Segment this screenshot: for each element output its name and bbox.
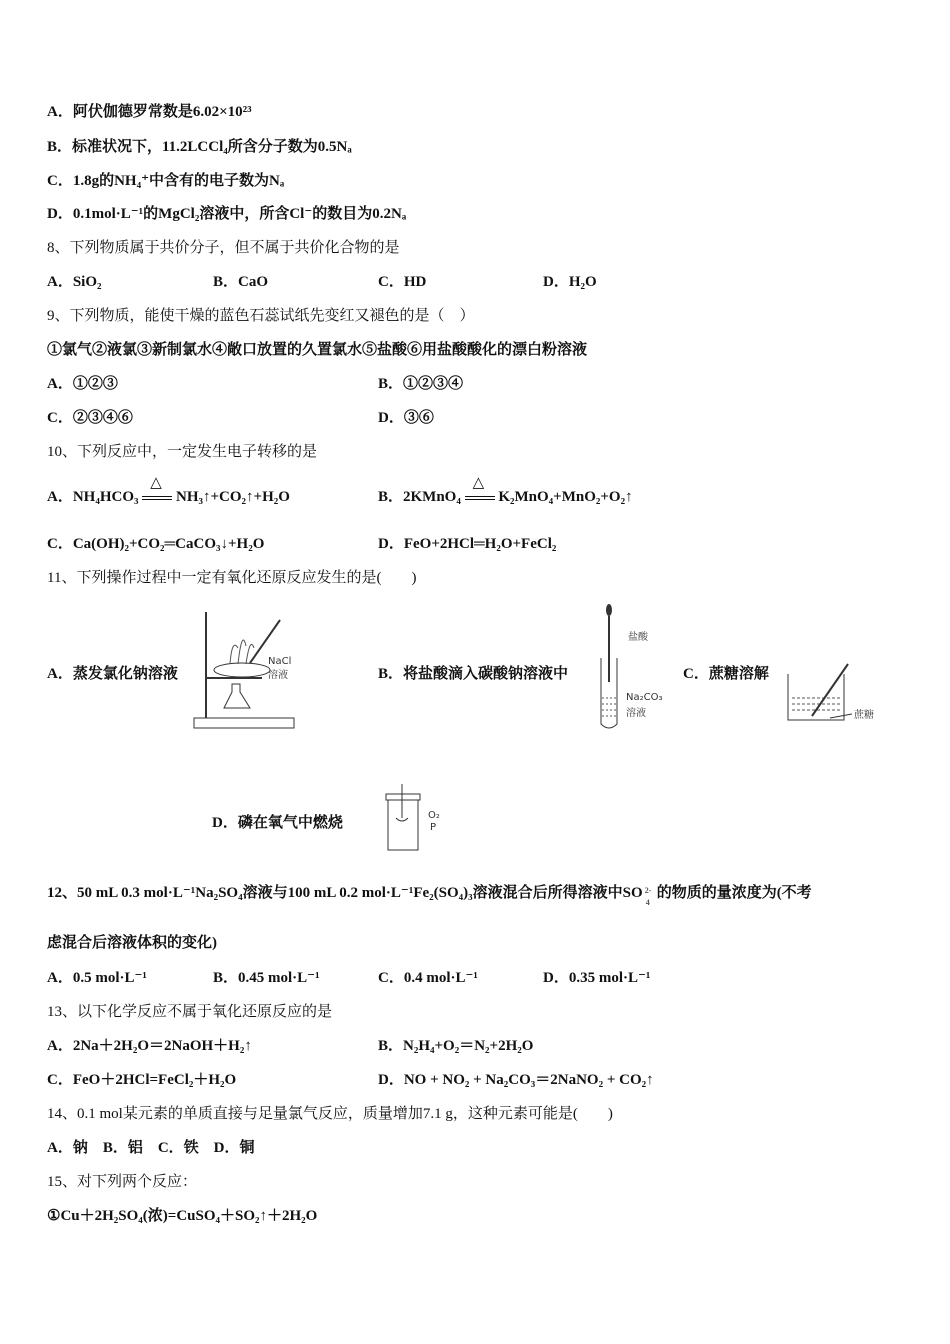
q10-b-product: K₂MnO₄+MnO₂+O₂↑ <box>498 489 633 505</box>
q9-option-b: B．①②③④ <box>378 376 464 392</box>
q9-list: ①氯气②液氯③新制氯水④敞口放置的久置氯水⑤盐酸⑥用盐酸酸化的漂白粉溶液 <box>47 342 588 358</box>
na2co3-label: Na₂CO₃ <box>626 692 663 703</box>
q9-option-c: C．②③④⑥ <box>47 410 133 426</box>
q8-option-b: B．CaO <box>213 274 269 290</box>
q10-option-c: C．Ca(OH)₂+CO₂═CaCO₃↓+H₂O <box>47 536 265 552</box>
q12-option-b: B．0.45 mol·L⁻¹ <box>213 970 320 986</box>
evaporation-apparatus-figure <box>192 608 304 732</box>
beaker-figure <box>782 660 882 730</box>
solution-label: 溶液 <box>626 708 646 719</box>
q8-option-a: A．SiO₂ <box>47 274 102 290</box>
dropper-test-tube-figure <box>598 602 672 732</box>
q10-b-reactant: B．2KMnO₄ <box>378 489 461 505</box>
q14-options: A．钠 B．铝 C．铁 D．铜 <box>47 1140 255 1156</box>
delta-icon: △ <box>150 474 162 491</box>
q12-stem-end: 的物质的量浓度为(不考 <box>656 885 812 901</box>
q8-stem: 8、下列物质属于共价分子，但不属于共价化合物的是 <box>47 240 400 256</box>
nacl-label: NaCl <box>268 656 292 667</box>
q10-option-d: D．FeO+2HCl═H₂O+FeCl₂ <box>378 536 557 552</box>
p-label: P <box>430 822 437 833</box>
q10-a-product: NH₃↑+CO₂↑+H₂O <box>176 489 290 505</box>
hcl-label: 盐酸 <box>628 632 648 643</box>
q15-stem: 15、对下列两个反应： <box>47 1174 198 1190</box>
q7-option-b: B．标准状况下，11.2LCCl₄所含分子数为0.5Nₐ <box>47 139 352 155</box>
o2-label: O₂ <box>428 810 440 821</box>
q9-option-a: A．①②③ <box>47 376 118 392</box>
q13-option-c: C．FeO＋2HCl=FeCl₂＋H₂O <box>47 1072 237 1088</box>
q12-option-a: A．0.5 mol·L⁻¹ <box>47 970 147 986</box>
q12-option-d: D．0.35 mol·L⁻¹ <box>543 970 651 986</box>
q13-stem: 13、以下化学反应不属于氧化还原反应的是 <box>47 1004 333 1020</box>
q10-a-reactant: A．NH₄HCO₃ <box>47 489 139 505</box>
gas-jar-figure <box>382 782 452 854</box>
q14-stem: 14、0.1 mol某元素的单质直接与足量氯气反应，质量增加7.1 g，这种元素可能是( ) <box>47 1106 613 1122</box>
ion-subscript: 4 <box>645 898 650 907</box>
q9-option-d: D．③⑥ <box>378 410 434 426</box>
q11-option-d: D．磷在氧气中燃烧 <box>212 815 343 831</box>
q10-option-a <box>47 474 290 507</box>
q8-option-c: C．HD <box>378 274 427 290</box>
q12-option-c: C．0.4 mol·L⁻¹ <box>378 970 478 986</box>
q13-option-b: B．N₂H₄+O₂＝N₂+2H₂O <box>378 1038 534 1054</box>
heating-equals-sign <box>465 474 495 500</box>
q11-option-c: C．蔗糖溶解 <box>683 666 769 682</box>
q13-option-a: A．2Na＋2H₂O＝2NaOH＋H₂↑ <box>47 1038 252 1054</box>
q9-stem: 9、下列物质，能使干燥的蓝色石蕊试纸先变红又褪色的是（ ） <box>47 308 475 324</box>
q7-option-a: A．阿伏伽德罗常数是6.02×10²³ <box>47 104 252 120</box>
q12-stem <box>47 883 812 907</box>
q11-stem: 11、下列操作过程中一定有氧化还原反应发生的是( ) <box>47 570 417 586</box>
q12-stem-continued: 虑混合后溶液体积的变化) <box>47 935 217 951</box>
delta-icon: △ <box>472 474 485 491</box>
solution-label: 溶液 <box>268 670 288 681</box>
q10-option-b <box>378 474 633 507</box>
q7-option-d: D．0.1mol·L⁻¹的MgCl₂溶液中，所含Cl⁻的数目为0.2Nₐ <box>47 206 407 222</box>
q12-stem-main: 12、50 mL 0.3 mol·L⁻¹Na₂SO₄溶液与100 mL 0.2 mol·L⁻¹Fe₂(SO₄)₃溶液混合后所得溶液中SO <box>47 885 643 901</box>
q11-option-b: B．将盐酸滴入碳酸钠溶液中 <box>378 666 569 682</box>
q13-option-d: D．NO + NO₂ + Na₂CO₃＝2NaNO₂ + CO₂↑ <box>378 1072 654 1088</box>
q8-option-d: D．H₂O <box>543 274 597 290</box>
heating-equals-sign <box>142 474 172 500</box>
q11-option-a: A．蒸发氯化钠溶液 <box>47 666 178 682</box>
q15-reaction-1: ①Cu＋2H₂SO₄(浓)=CuSO₄＋SO₂↑＋2H₂O <box>47 1208 318 1224</box>
q10-stem: 10、下列反应中，一定发生电子转移的是 <box>47 444 318 460</box>
q7-option-c: C．1.8g的NH₄⁺中含有的电子数为Nₐ <box>47 173 285 189</box>
sucrose-label: 蔗糖 <box>854 710 874 721</box>
ion-superscript: 2- <box>644 886 652 895</box>
